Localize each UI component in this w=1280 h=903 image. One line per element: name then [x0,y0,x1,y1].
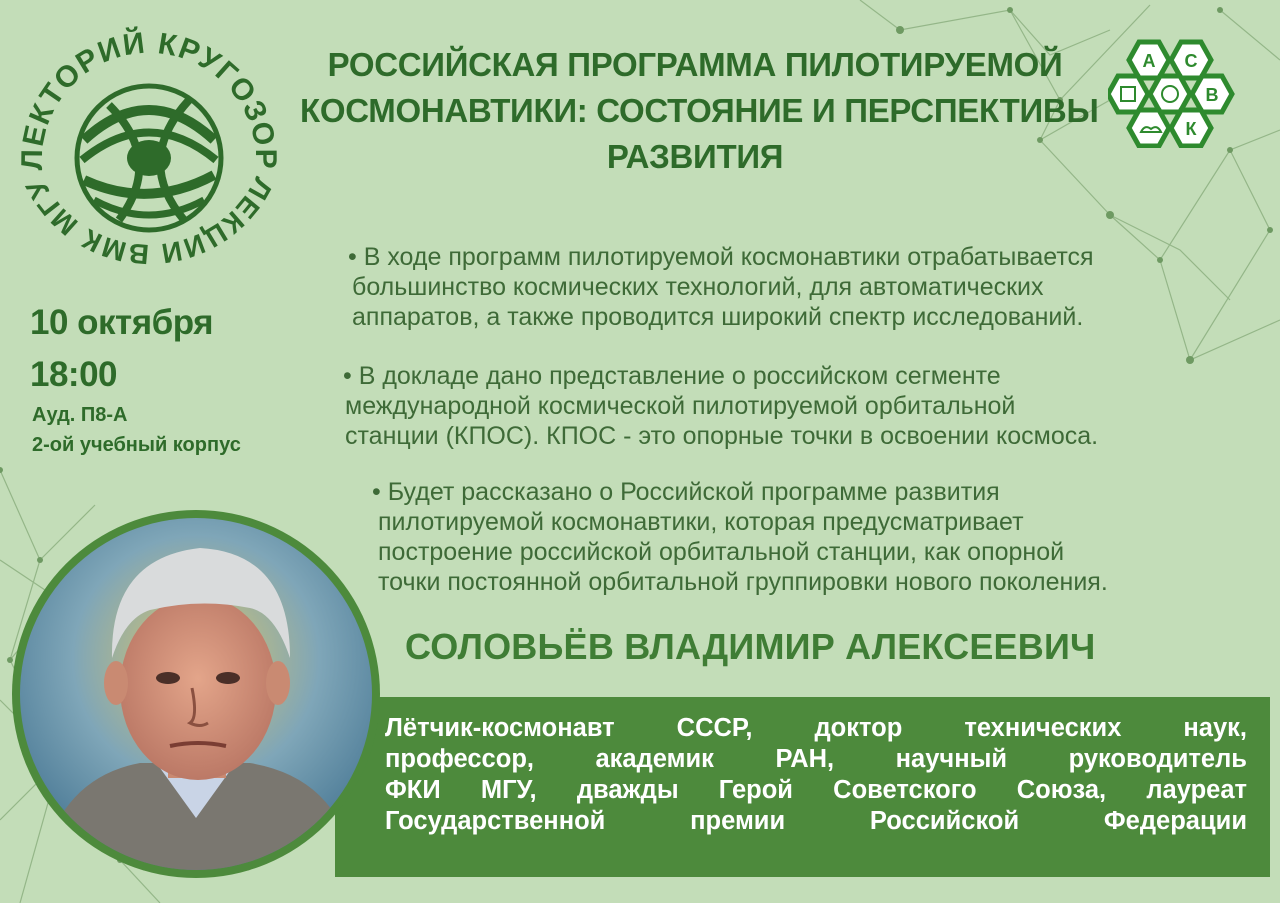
bullet-line: международной космической пилотируемой орбитальной [345,392,1016,420]
bio-line: Лётчик-космонавт СССР, доктор технических наук, [385,714,1247,742]
bio-line: ФКИ МГУ, дважды Герой Советского Союза, лауреат [385,776,1247,804]
logo-top-text: ЛЕКТОРИЙ КРУГОЗОР [15,26,283,171]
event-time: 18:00 [30,355,118,394]
bullet-item [348,242,1094,332]
bullet-line: построение российской орбитальной станции, как опорной [378,538,1065,566]
title-line: РОССИЙСКАЯ ПРОГРАММА ПИЛОТИРУЕМОЙ [327,46,1063,83]
hex-letter: А [1142,51,1156,71]
speaker-photo [20,518,372,870]
event-room: Ауд. П8-А [32,404,128,426]
globe-swirl-icon [77,86,221,230]
svg-text:ЛЕКЦИИ ВМК МГУ [19,173,278,270]
logo-bottom-text: ЛЕКЦИИ ВМК МГУ [19,172,279,271]
hex-letter: С [1184,51,1198,71]
title-line: РАЗВИТИЯ [606,138,784,175]
event-building: 2-ой учебный корпус [32,434,241,456]
bullet-line: аппаратов, а также проводится широкий спектр исследований. [352,303,1084,331]
bullet-line: • В ходе программ пилотируемой космонавтики отрабатывается [348,243,1094,271]
bullet-item [372,477,1108,597]
bio-line: Государственной премии Российской Федерации [385,807,1247,835]
bullet-line: • В докладе дано представление о российском сегменте [343,362,1001,390]
bullet-line: • Будет рассказано о Российской программе развития [372,478,1000,506]
bullet-line: станции (КПОС). КПОС - это опорные точки в освоении космоса. [345,422,1099,450]
speaker-bio [385,713,1247,837]
bullet-line: точки постоянной орбитальной группировки нового поколения. [378,568,1108,596]
lectorium-logo [14,10,284,280]
speaker-name: СОЛОВЬЁВ ВЛАДИМИР АЛЕКСЕЕВИЧ [405,626,1096,667]
title-line: КОСМОНАВТИКИ: СОСТОЯНИЕ И ПЕРСПЕКТИВЫ [300,92,1099,129]
hex-letter: К [1185,119,1197,139]
bullet-line: большинство космических технологий, для автоматических [352,273,1044,301]
event-date: 10 октября [30,303,214,342]
page-title [300,42,1099,180]
bullet-item [343,361,1098,451]
bio-line: профессор, академик РАН, научный руководитель [385,745,1247,773]
hex-letter: В [1205,85,1219,105]
bullet-line: пилотируемой космонавтики, которая предусматривает [378,508,1024,536]
asvk-hex-logo [1108,36,1238,148]
